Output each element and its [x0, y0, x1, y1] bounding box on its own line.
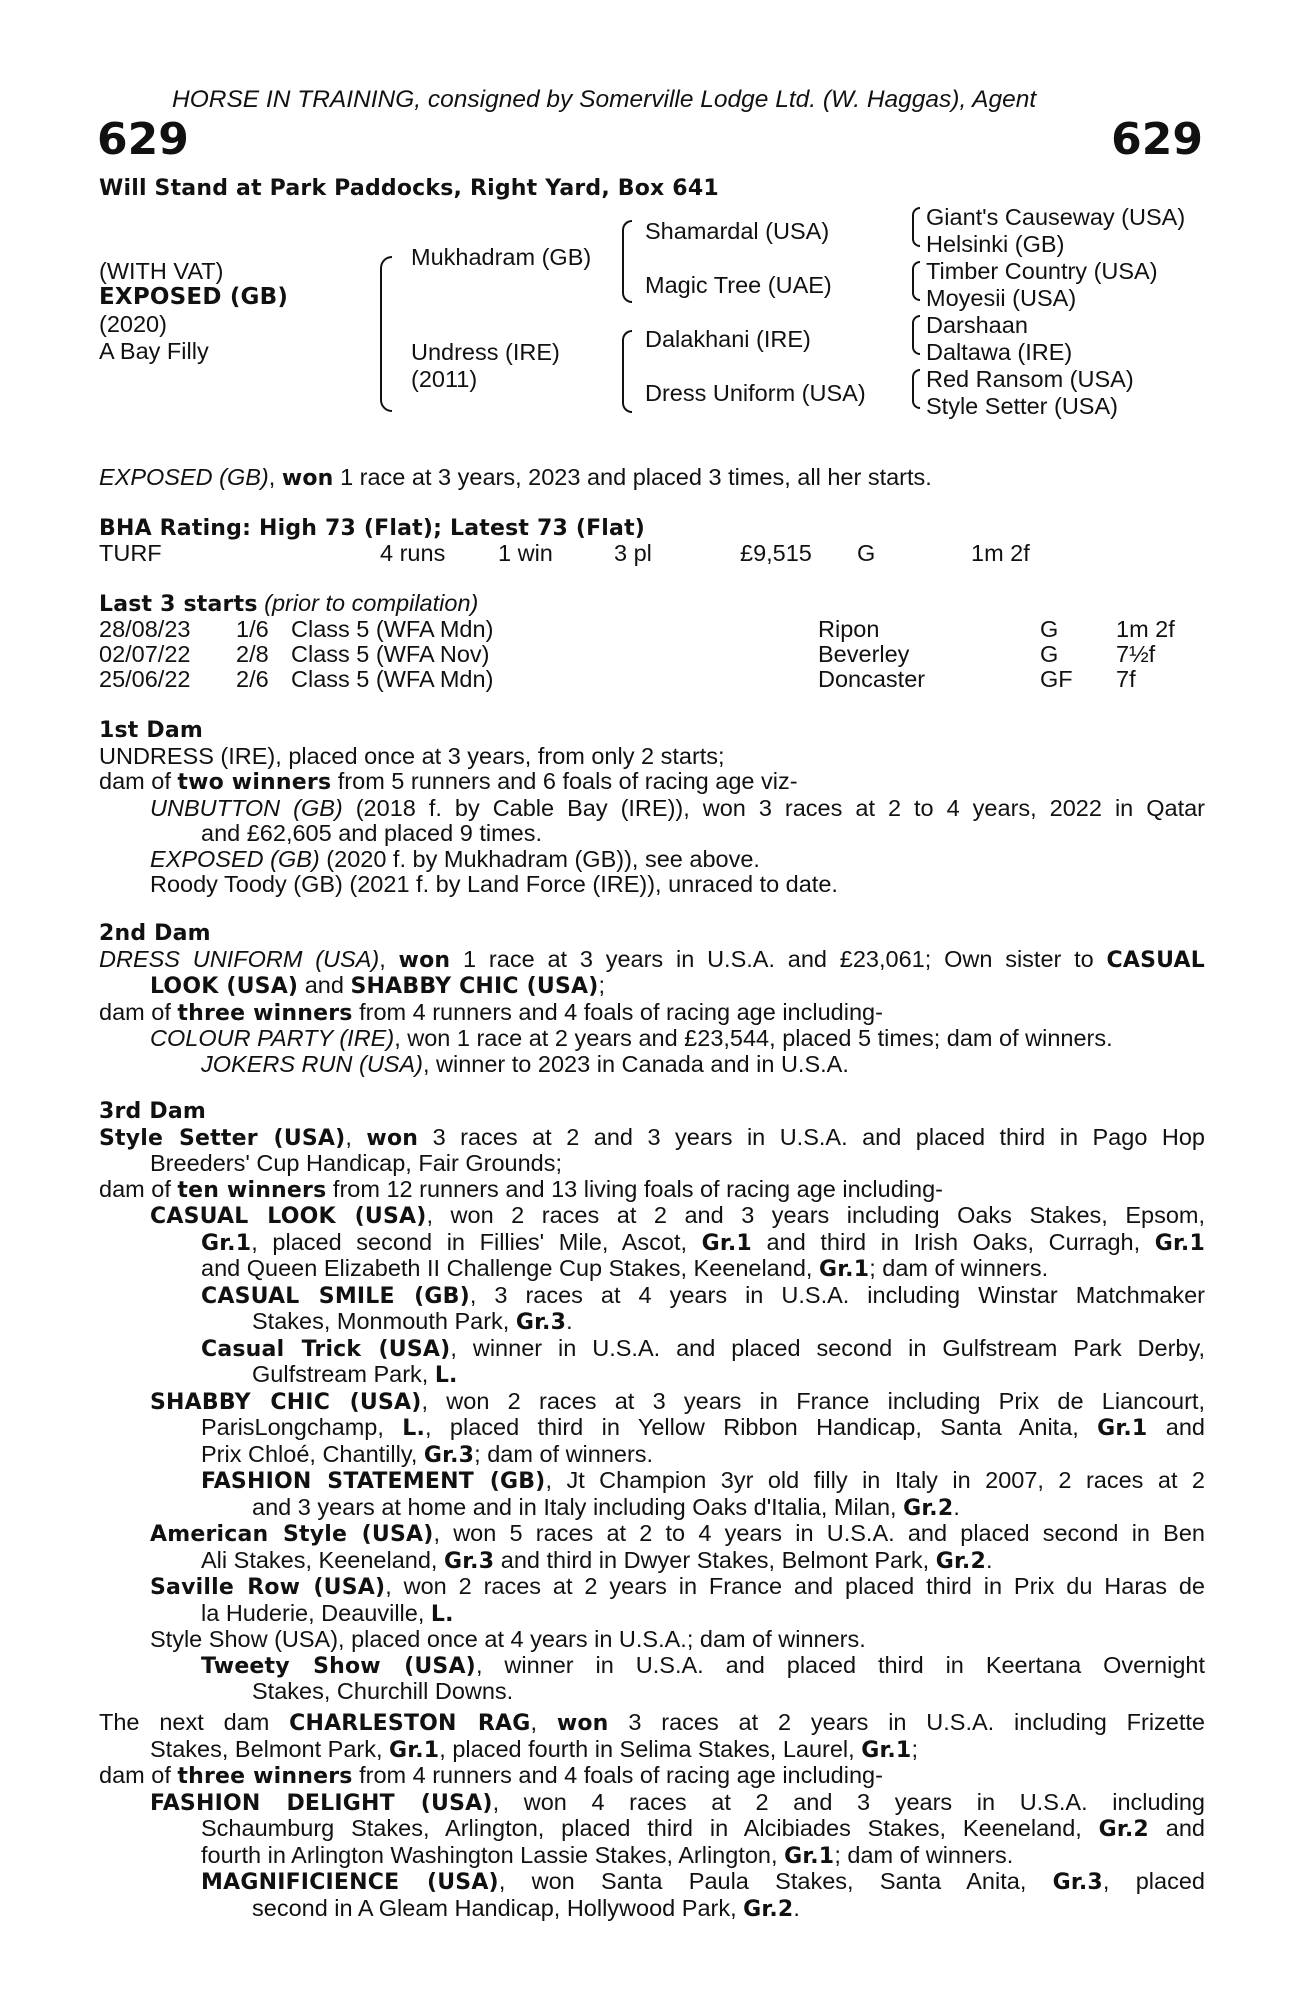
- text-run: and third in Irish Oaks, Curragh,: [751, 1228, 1155, 1255]
- text-run: COLOUR PARTY (IRE): [150, 1025, 395, 1051]
- first-dam-section: [99, 718, 1205, 898]
- gen3-brace-2: [912, 261, 920, 301]
- sire-sire: Shamardal (USA): [645, 218, 830, 244]
- text-run: and: [298, 972, 351, 998]
- dam-line-cont: [99, 1737, 1205, 1764]
- produce-entry-cont: [99, 1548, 1205, 1575]
- text-run: Gr.2: [1098, 1817, 1149, 1842]
- text-run: 3 races at 2 and 3 years in U.S.A. and placed third in Pago Hop: [418, 1123, 1205, 1150]
- gen3-ancestor: Giant's Causeway (USA): [926, 204, 1186, 230]
- sire: Mukhadram (GB): [411, 244, 592, 270]
- dam-line: [99, 1125, 1205, 1152]
- text-run: , won 1 race at 2 years and £23,544, placed 5 times; dam of winners.: [394, 1025, 1113, 1051]
- dam-dam: Dress Uniform (USA): [645, 380, 866, 406]
- text-run: CASUAL SMILE (GB): [201, 1283, 470, 1309]
- dam-line: UNDRESS (IRE), placed once at 3 years, from only 2 starts;: [99, 742, 725, 769]
- dam-brace: [622, 330, 632, 413]
- produce-entry: [99, 1653, 1205, 1680]
- produce-entry: [99, 847, 1205, 873]
- text-run: la Huderie, Deauville,: [201, 1599, 431, 1626]
- text-run: 1 race at 3 years in U.S.A. and £23,061; Own sister to: [450, 945, 1107, 972]
- stand-location: Will Stand at Park Paddocks, Right Yard, Box 641: [99, 176, 719, 201]
- dam: Undress (IRE): [411, 339, 560, 365]
- text-run: , Jt Champion 3yr old filly in Italy in 2007, 2 races at 2: [545, 1467, 1205, 1493]
- lot-number-right: 629: [1111, 114, 1203, 165]
- text-run: Gr.1: [701, 1230, 752, 1256]
- text-run: L.: [430, 1601, 454, 1627]
- text-run: Gr.2: [903, 1495, 954, 1521]
- dam-line: [99, 947, 1205, 974]
- placed: 3 pl: [614, 540, 652, 566]
- summary-won: won: [281, 466, 334, 491]
- last-starts-heading: [99, 591, 478, 618]
- text-run: ; dam of winners.: [869, 1255, 1049, 1281]
- start-course: Beverley: [818, 641, 910, 667]
- produce-entry-cont: [99, 1495, 1205, 1522]
- text-run: Gr.3: [515, 1310, 567, 1335]
- start-course: Doncaster: [818, 666, 926, 692]
- produce-entry: [99, 1869, 1205, 1896]
- produce-entry-cont: [99, 1843, 1205, 1870]
- sire-brace: [622, 220, 632, 303]
- text-run: and Queen Elizabeth II Challenge Cup Stakes, Keeneland,: [201, 1255, 819, 1281]
- summary-text: 1 race at 3 years, 2023 and placed 3 times, all her starts.: [340, 464, 932, 490]
- sire-dam: Magic Tree (UAE): [645, 272, 832, 298]
- start-course: Ripon: [818, 616, 880, 642]
- text-run: , winner to 2023 in Canada and in U.S.A.: [422, 1050, 849, 1077]
- text-run: won: [366, 1125, 419, 1151]
- text-run: Gr.1: [389, 1737, 440, 1763]
- third-dam-section: [99, 1099, 1205, 1705]
- start-going: GF: [1040, 666, 1073, 692]
- text-run: Tweety Show (USA): [201, 1653, 476, 1679]
- gen3-brace-4: [912, 369, 920, 409]
- bha-rating: BHA Rating: High 73 (Flat); Latest 73 (Flat): [99, 516, 646, 541]
- last-starts-note: (prior to compilation): [264, 590, 479, 616]
- produce-entry: Roody Toody (GB) (2021 f. by Land Force (IRE)), unraced to date.: [150, 871, 838, 897]
- text-run: and 3 years at home and in Italy including Oaks d'Italia, Milan,: [252, 1493, 904, 1520]
- dam-line-cont: Breeders' Cup Handicap, Fair Grounds;: [150, 1150, 563, 1176]
- text-run: dam of: [99, 1175, 178, 1202]
- produce-entry: [99, 1574, 1205, 1601]
- text-run: , winner in U.S.A. and placed second in Gulfstream Park Derby,: [450, 1334, 1205, 1361]
- text-run: ;: [911, 1735, 918, 1762]
- text-run: (2020 f. by Mukhadram (GB)), see above.: [319, 845, 760, 872]
- lot-number-left: 629: [97, 114, 189, 165]
- text-run: The next dam: [99, 1709, 290, 1735]
- start-position: 1/6: [236, 616, 269, 642]
- text-run: ; dam of winners.: [834, 1841, 1014, 1868]
- start-race: Class 5 (WFA Nov): [291, 641, 490, 667]
- text-run: ,: [379, 945, 399, 972]
- text-run: ; dam of winners.: [474, 1440, 654, 1467]
- start-going: G: [1040, 616, 1059, 642]
- runs: 4 runs: [380, 540, 446, 566]
- text-run: UNBUTTON (GB): [150, 794, 343, 821]
- produce-entry-cont: and £62,605 and placed 9 times.: [201, 820, 543, 846]
- text-run: .: [953, 1493, 960, 1520]
- start-distance: 7f: [1116, 666, 1136, 692]
- text-run: American Style (USA): [150, 1522, 434, 1547]
- start-distance: 1m 2f: [1116, 616, 1175, 642]
- text-run: LOOK (USA): [150, 974, 299, 999]
- dam-sire: Dalakhani (IRE): [645, 326, 811, 352]
- produce-entry: [99, 1790, 1205, 1817]
- produce-entry-cont: [99, 1415, 1205, 1442]
- text-run: Gr.2: [743, 1896, 794, 1922]
- start-race: Class 5 (WFA Mdn): [291, 616, 494, 642]
- main-brace: [380, 256, 392, 412]
- text-run: second in A Gleam Handicap, Hollywood Park,: [252, 1894, 744, 1921]
- produce-entry: Style Show (USA), placed once at 4 years in U.S.A.; dam of winners.: [150, 1626, 866, 1652]
- text-run: , won 5 races at 2 to 4 years in U.S.A. and placed second in Ben: [433, 1520, 1205, 1546]
- text-run: 3 races at 2 years in U.S.A. including Frizette: [608, 1709, 1205, 1735]
- gen3-brace-1: [912, 207, 920, 247]
- start-date: 02/07/22: [99, 641, 191, 667]
- text-run: three winners: [177, 1764, 353, 1789]
- produce-entry: [99, 1026, 1205, 1052]
- race-summary: EXPOSED (GB), won 1 race at 3 years, 2023 and placed 3 times, all her starts.: [99, 464, 932, 491]
- start-race: Class 5 (WFA Mdn): [291, 666, 494, 692]
- text-run: and: [1147, 1414, 1205, 1440]
- text-run: Schaumburg Stakes, Arlington, placed third in Alcibiades Stakes, Keeneland,: [201, 1815, 1099, 1841]
- start-going: G: [1040, 641, 1059, 667]
- produce-entry-cont: [99, 1362, 1205, 1389]
- text-run: L.: [434, 1363, 458, 1388]
- text-run: Gr.1: [818, 1257, 870, 1282]
- text-run: won: [556, 1711, 609, 1736]
- text-run: .: [566, 1308, 573, 1334]
- gen3-ancestor: Helsinki (GB): [926, 231, 1065, 257]
- start-position: 2/6: [236, 666, 269, 692]
- dam-line: [99, 1710, 1205, 1737]
- produce-entry: [99, 1468, 1205, 1495]
- consignment-line: HORSE IN TRAINING, consigned by Somerville Lodge Ltd. (W. Haggas), Agent: [172, 86, 1037, 113]
- produce-entry-cont: [99, 1896, 1205, 1923]
- text-run: Ali Stakes, Keeneland,: [201, 1546, 444, 1573]
- produce-entry-cont: Stakes, Churchill Downs.: [252, 1678, 514, 1704]
- text-run: Gr.3: [1052, 1870, 1103, 1895]
- gen3-ancestor: Moyesii (USA): [926, 285, 1077, 311]
- text-run: , placed third in Yellow Ribbon Handicap, Santa Anita,: [425, 1414, 1098, 1440]
- text-run: Casual Trick (USA): [201, 1336, 451, 1362]
- text-run: Gr.1: [784, 1843, 835, 1869]
- text-run: ,: [345, 1123, 367, 1150]
- text-run: ,: [530, 1709, 557, 1735]
- start-date: 25/06/22: [99, 666, 191, 692]
- text-run: ten winners: [177, 1177, 327, 1203]
- going: G: [857, 540, 876, 566]
- text-run: and: [1148, 1815, 1205, 1841]
- dam-year: (2011): [411, 366, 478, 392]
- text-run: ;: [598, 972, 606, 998]
- gen3-ancestor: Red Ransom (USA): [926, 366, 1134, 392]
- text-run: Gr.1: [1097, 1416, 1148, 1441]
- text-run: , won 2 races at 2 and 3 years including Oaks Stakes, Epsom,: [426, 1202, 1206, 1228]
- text-run: , won 2 races at 2 years in France and placed third in Prix du Haras de: [385, 1573, 1205, 1599]
- text-run: Gulfstream Park,: [252, 1361, 435, 1387]
- text-run: , 3 races at 4 years in U.S.A. including Winstar Matchmaker: [469, 1281, 1206, 1308]
- horse-sex: A Bay Filly: [99, 338, 209, 364]
- text-run: , won Santa Paula Stakes, Santa Anita,: [498, 1868, 1053, 1894]
- text-run: , placed second in Fillies' Mile, Ascot,: [251, 1228, 702, 1255]
- text-run: CASUAL: [1106, 947, 1205, 973]
- text-run: two winners: [177, 770, 332, 795]
- earnings: £9,515: [740, 540, 812, 566]
- text-run: ParisLongchamp,: [201, 1414, 403, 1440]
- dam-line-cont: [99, 973, 1205, 1000]
- text-run: dam of: [99, 1762, 178, 1788]
- surface: TURF: [99, 540, 162, 566]
- text-run: from 12 runners and 13 living foals of racing age including-: [326, 1175, 943, 1202]
- horse-name: EXPOSED (GB): [99, 284, 289, 310]
- text-run: , placed fourth in Selima Stakes, Laurel,: [439, 1735, 862, 1762]
- text-run: , won 2 races at 3 years in France including Prix de Liancourt,: [421, 1387, 1205, 1414]
- text-run: and third in Dwyer Stakes, Belmont Park,: [494, 1546, 936, 1573]
- wins: 1 win: [498, 540, 553, 566]
- start-position: 2/8: [236, 641, 269, 667]
- text-run: dam of: [99, 998, 178, 1025]
- gen3-ancestor: Timber Country (USA): [926, 258, 1158, 284]
- text-run: from 5 runners and 6 foals of racing age viz-: [331, 768, 798, 794]
- last-starts-title: Last 3 starts: [99, 592, 258, 617]
- text-run: Stakes, Belmont Park,: [150, 1735, 390, 1762]
- text-run: SHABBY CHIC (USA): [350, 974, 599, 999]
- text-run: FASHION DELIGHT (USA): [150, 1790, 493, 1816]
- text-run: Gr.1: [201, 1230, 252, 1256]
- gen3-ancestor: Darshaan: [926, 312, 1028, 338]
- text-run: Gr.1: [861, 1737, 912, 1763]
- text-run: EXPOSED (GB): [150, 845, 320, 872]
- text-run: CHARLESTON RAG: [289, 1711, 531, 1736]
- foaling-year: (2020): [99, 311, 167, 337]
- text-run: from 4 runners and 4 foals of racing age including-: [352, 998, 883, 1025]
- gen3-brace-3: [912, 315, 920, 355]
- section-heading: 1st Dam: [99, 718, 204, 743]
- produce-entry-cont: [99, 1230, 1205, 1257]
- produce-entry: [99, 1052, 1205, 1078]
- text-run: fourth in Arlington Washington Lassie Stakes, Arlington,: [201, 1841, 785, 1868]
- dam-produce-line: [99, 1177, 1205, 1204]
- text-run: (2018 f. by Cable Bay (IRE)), won 3 races at 2 to 4 years, 2022 in Qatar: [342, 794, 1205, 821]
- text-run: L.: [402, 1416, 426, 1441]
- produce-entry: [99, 1336, 1205, 1363]
- start-date: 28/08/23: [99, 616, 191, 642]
- text-run: Gr.1: [1154, 1230, 1205, 1256]
- text-run: MAGNIFICIENCE (USA): [201, 1870, 499, 1895]
- text-run: .: [793, 1894, 800, 1921]
- gen3-ancestor: Daltawa (IRE): [926, 339, 1073, 365]
- text-run: FASHION STATEMENT (GB): [201, 1469, 546, 1494]
- next-dam-section: [99, 1710, 1205, 1922]
- text-run: from 4 runners and 4 foals of racing age including-: [352, 1762, 883, 1788]
- start-distance: 7½f: [1116, 641, 1156, 667]
- text-run: , placed: [1102, 1868, 1205, 1894]
- text-run: Gr.3: [423, 1442, 475, 1468]
- produce-entry: [99, 1389, 1205, 1416]
- summary-horse-name: EXPOSED (GB): [99, 464, 269, 490]
- gen3-ancestor: Style Setter (USA): [926, 393, 1118, 419]
- text-run: SHABBY CHIC (USA): [150, 1389, 422, 1415]
- text-run: won: [398, 947, 451, 973]
- text-run: three winners: [177, 1000, 353, 1026]
- section-heading: 2nd Dam: [99, 921, 211, 946]
- produce-entry-cont: [99, 1309, 1205, 1336]
- produce-entry: [99, 1283, 1205, 1310]
- text-run: Gr.3: [444, 1548, 495, 1574]
- text-run: Style Setter (USA): [99, 1125, 346, 1151]
- text-run: Saville Row (USA): [150, 1575, 386, 1600]
- produce-entry-cont: [99, 1816, 1205, 1843]
- dam-produce-line: [99, 1000, 1205, 1027]
- text-run: JOKERS RUN (USA): [201, 1050, 423, 1077]
- produce-entry: [99, 796, 1205, 822]
- produce-entry-cont: [99, 1601, 1205, 1628]
- distance: 1m 2f: [971, 540, 1030, 566]
- text-run: , winner in U.S.A. and placed third in Keertana Overnight: [475, 1651, 1206, 1678]
- text-run: Gr.2: [935, 1548, 986, 1574]
- text-run: .: [985, 1546, 993, 1573]
- section-heading: 3rd Dam: [99, 1099, 206, 1124]
- produce-entry-cont: [99, 1442, 1205, 1469]
- vat-note: (WITH VAT): [99, 258, 224, 284]
- dam-produce-line: [99, 769, 1205, 796]
- text-run: CASUAL LOOK (USA): [150, 1204, 427, 1229]
- produce-entry: [99, 1203, 1205, 1230]
- text-run: dam of: [99, 768, 178, 794]
- produce-entry: [99, 1521, 1205, 1548]
- text-run: Stakes, Monmouth Park,: [252, 1308, 516, 1334]
- dam-produce-line: [99, 1763, 1205, 1790]
- text-run: , won 4 races at 2 and 3 years in U.S.A. including: [492, 1788, 1205, 1815]
- produce-entry-cont: [99, 1256, 1205, 1283]
- text-run: DRESS UNIFORM (USA): [99, 945, 380, 972]
- second-dam-section: [99, 921, 1205, 1077]
- text-run: Prix Chloé, Chantilly,: [201, 1440, 424, 1467]
